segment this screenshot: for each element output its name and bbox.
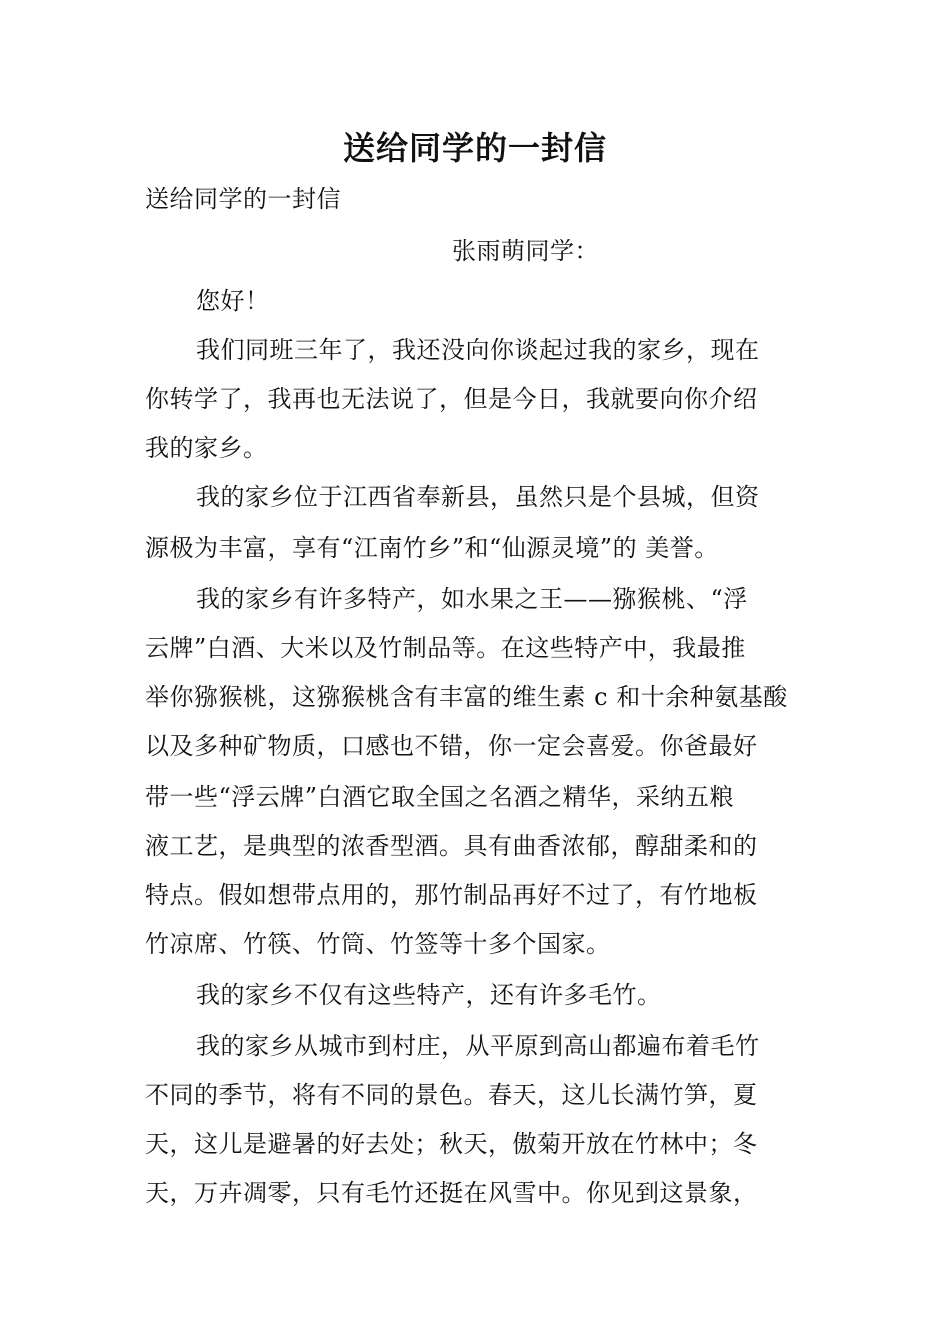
paragraph-line: 天，万卉凋零，只有毛竹还挺在风雪中。你见到这景象，	[145, 1179, 758, 1207]
paragraph-line: 我的家乡从城市到村庄，从平原到高山都遍布着毛竹	[196, 1032, 760, 1060]
paragraph-line: 我的家乡位于江西省奉新县，虽然只是个县城，但资	[196, 483, 760, 511]
paragraph-line: 特点。假如想带点用的，那竹制品再好不过了，有竹地板	[145, 881, 758, 909]
paragraph-line: 我的家乡。	[145, 434, 268, 462]
paragraph-line: 举你猕猴桃，这猕猴桃含有丰富的维生素 c 和十余种氨基酸	[145, 683, 788, 711]
paragraph-line: 我的家乡有许多特产，如水果之王——猕猴桃、“浮	[196, 585, 748, 613]
subtitle: 送给同学的一封信	[145, 185, 341, 213]
paragraph-line: 天，这儿是避暑的好去处；秋天，傲菊开放在竹林中；冬	[145, 1130, 758, 1158]
greeting-line: 您好！	[196, 287, 270, 315]
paragraph-line: 你转学了，我再也无法说了，但是今日，我就要向你介绍	[145, 385, 758, 413]
paragraph-line: 不同的季节，将有不同的景色。春天，这儿长满竹笋，夏	[145, 1081, 758, 1109]
paragraph-line: 以及多种矿物质，口感也不错，你一定会喜爱。你爸最好	[145, 732, 758, 760]
paragraph-line: 竹凉席、竹筷、竹筒、竹签等十多个国家。	[145, 930, 611, 958]
paragraph-line: 我的家乡不仅有这些特产，还有许多毛竹。	[196, 981, 662, 1009]
paragraph-line: 云牌”白酒、大米以及竹制品等。在这些特产中，我最推	[145, 634, 746, 662]
paragraph-line: 带一些“浮云牌”白酒它取全国之名酒之精华，采纳五粮	[145, 783, 735, 811]
addressee: 张雨萌同学：	[452, 237, 599, 265]
paragraph-line: 我们同班三年了，我还没向你谈起过我的家乡，现在	[196, 336, 760, 364]
paragraph-line: 液工艺，是典型的浓香型酒。具有曲香浓郁，醇甜柔和的	[145, 832, 758, 860]
paragraph-line: 源极为丰富，享有“江南竹乡”和“仙源灵境”的 美誉。	[145, 534, 719, 562]
document-title: 送给同学的一封信	[342, 129, 607, 167]
